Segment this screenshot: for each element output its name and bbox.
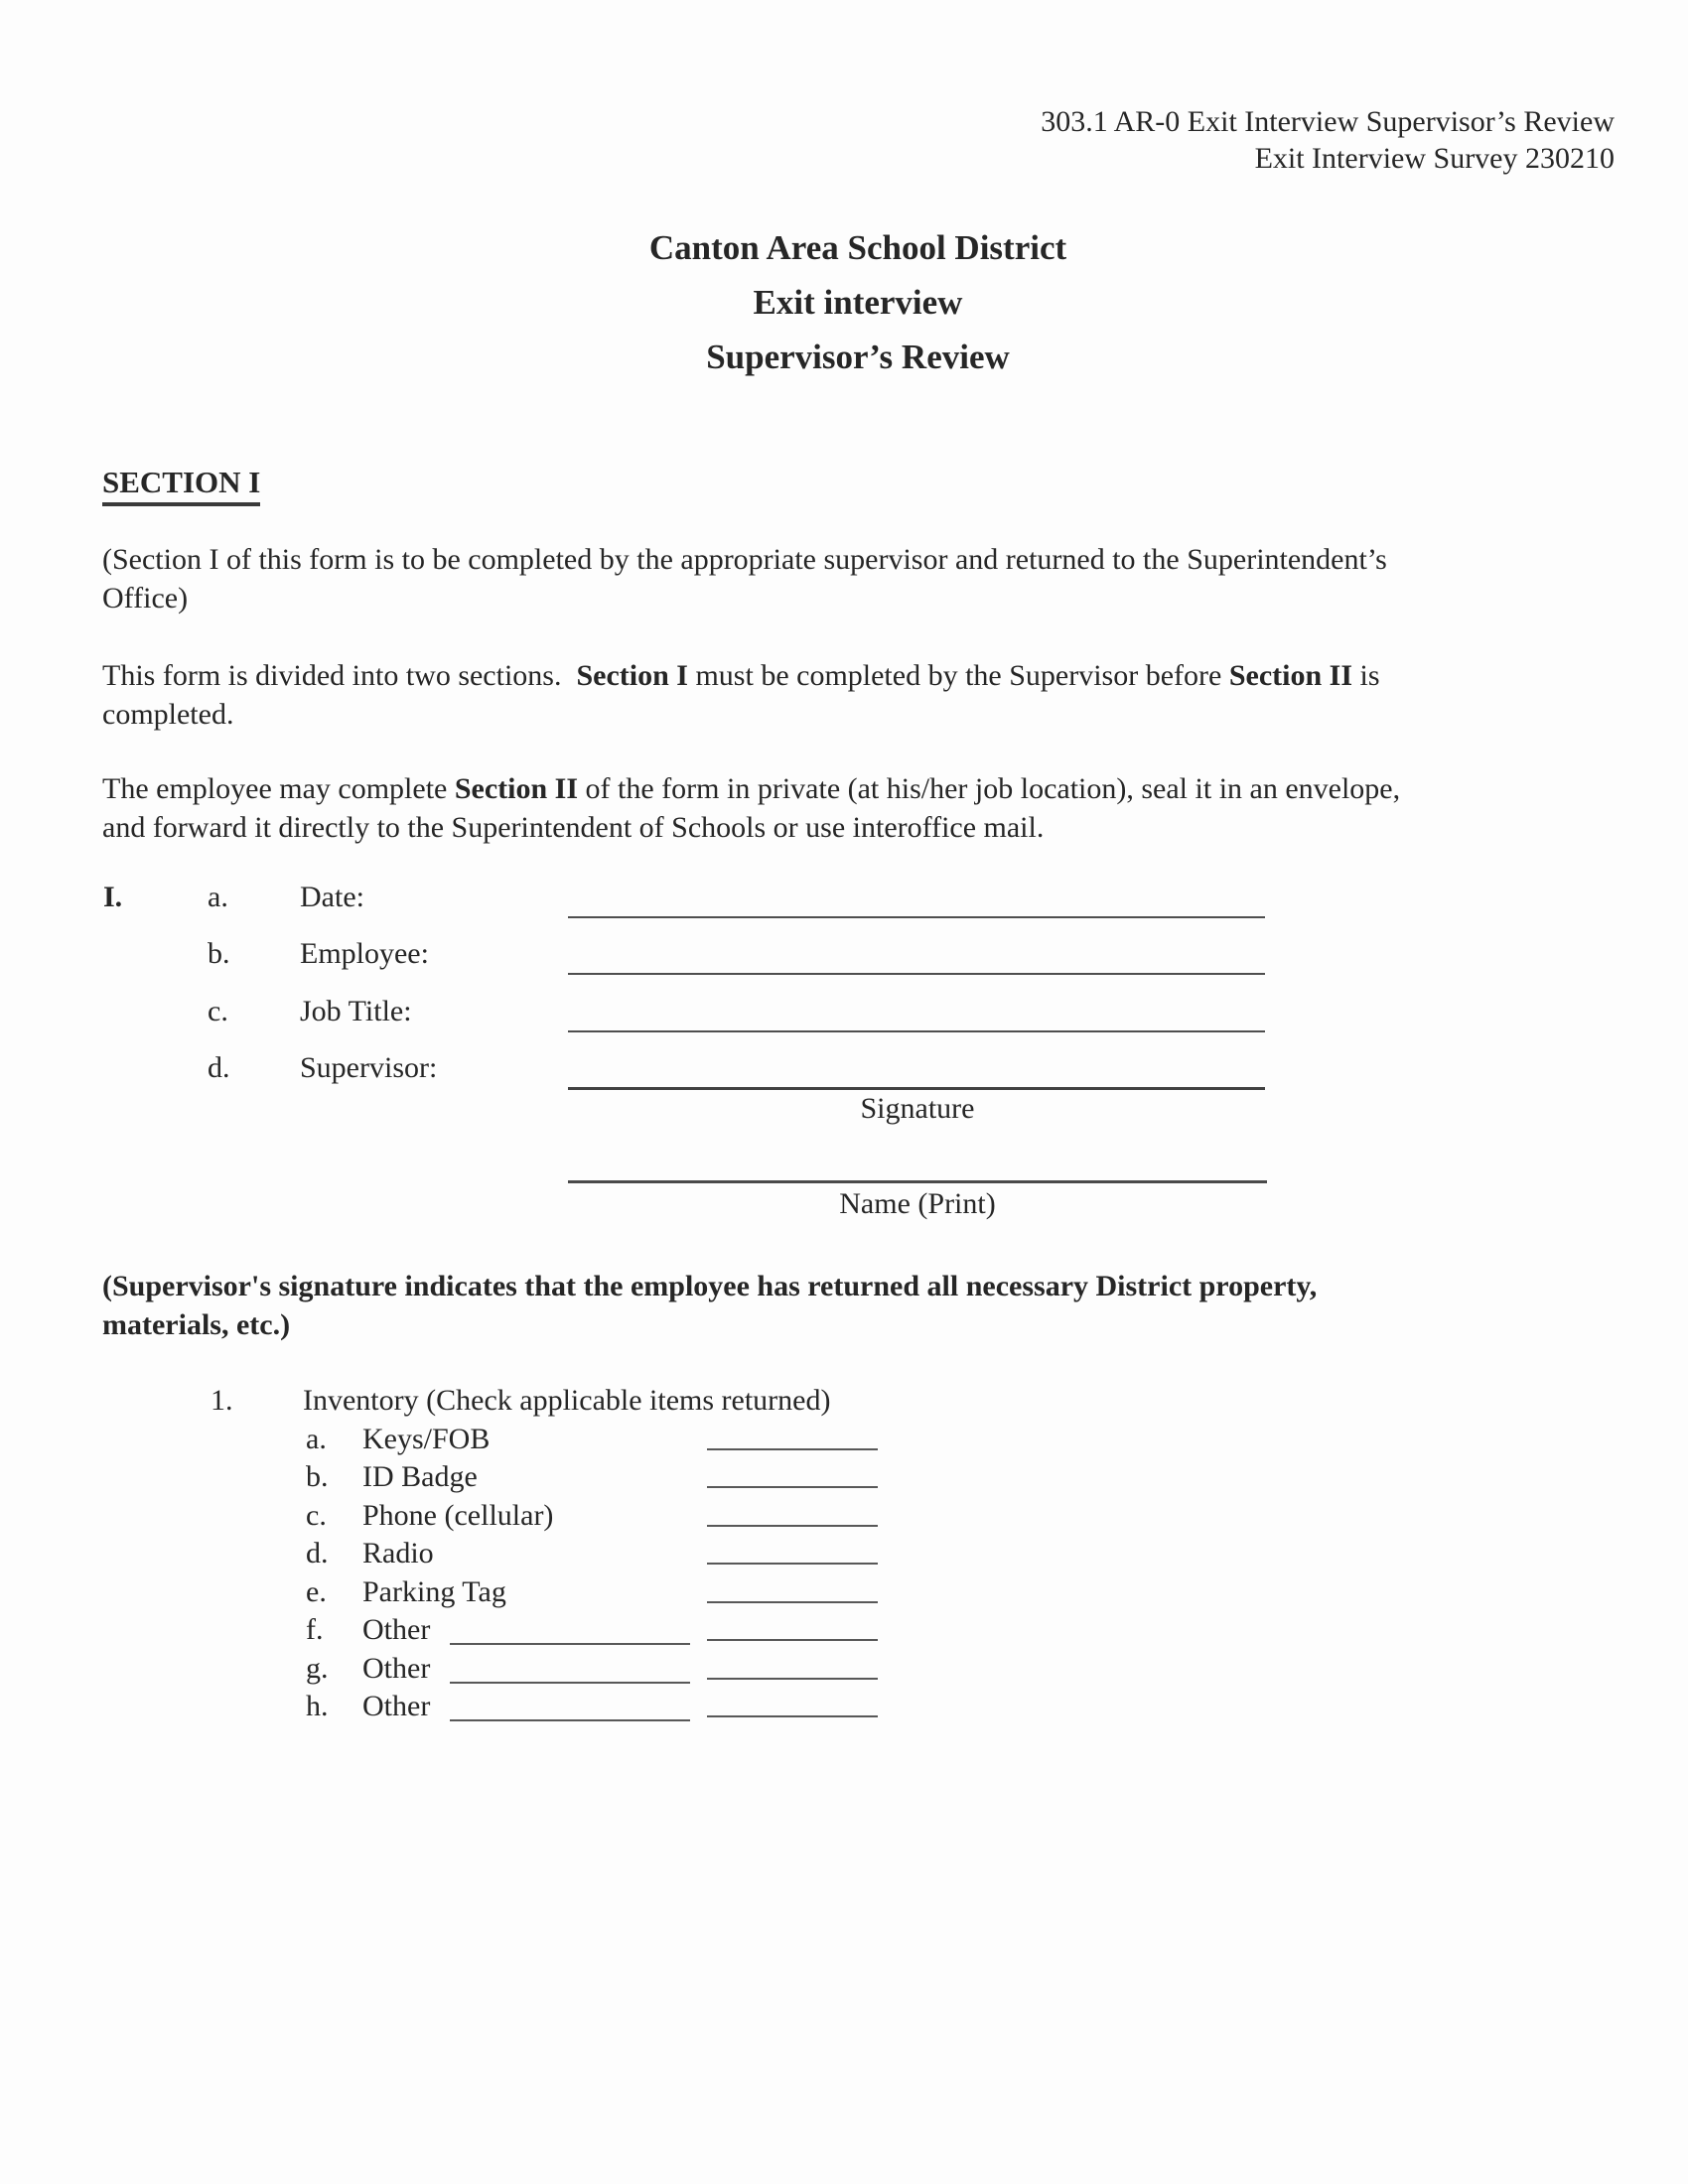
item-label: Keys/FOB [362, 1423, 491, 1455]
field-label-job-title: Job Title: [300, 995, 412, 1027]
item-label: Parking Tag [362, 1575, 506, 1608]
item-label: ID Badge [362, 1460, 478, 1493]
name-print-caption: Name (Print) [839, 1187, 996, 1220]
inventory-item-radio [0, 1537, 1688, 1575]
paragraph-intro: (Section I of this form is to be completed by the appropriate supervisor and returned to the Superintendent’s Office) [102, 543, 1387, 614]
inventory-title: Inventory (Check applicable items returned) [303, 1384, 831, 1417]
item-letter: c. [306, 1499, 327, 1532]
item-letter: e. [306, 1575, 327, 1608]
paragraph-supervisor-note: (Supervisor's signature indicates that the employee has returned all necessary District property, materials, etc.) [102, 1270, 1318, 1341]
item-label: Phone (cellular) [362, 1499, 554, 1532]
check-blank-line [707, 1639, 878, 1641]
check-blank-line [707, 1601, 878, 1603]
inventory-item-phone [0, 1499, 1688, 1538]
other-description-line [450, 1643, 690, 1645]
inventory-item-id-badge [0, 1460, 1688, 1499]
field-label-supervisor: Supervisor: [300, 1051, 438, 1084]
item-letter: h. [306, 1690, 329, 1722]
item-letter: b. [306, 1460, 329, 1493]
item-label: Other [362, 1690, 431, 1722]
field-row-job-title [0, 995, 1688, 1034]
item-label: Other [362, 1613, 431, 1646]
item-letter: a. [306, 1423, 327, 1455]
document-header [1041, 103, 1615, 177]
other-description-line [450, 1682, 690, 1684]
field-letter: b. [208, 937, 230, 970]
check-blank-line [707, 1715, 878, 1717]
title-exit-interview: Exit interview [753, 283, 963, 322]
job-title-blank-line [568, 1030, 1265, 1032]
title-district: Canton Area School District [648, 228, 1067, 267]
item-letter: f. [306, 1613, 324, 1646]
item-label: Radio [362, 1537, 434, 1570]
supervisor-signature-line [568, 1087, 1265, 1090]
field-letter: a. [208, 881, 228, 913]
inventory-number: 1. [211, 1384, 233, 1417]
inventory-item-other-3 [0, 1690, 1688, 1728]
check-blank-line [707, 1525, 878, 1527]
inventory-item-other-1 [0, 1613, 1688, 1652]
paragraph-two-sections: This form is divided into two sections. Section I must be completed by the Supervisor before Section II is completed. [102, 659, 1380, 731]
check-blank-line [707, 1678, 878, 1680]
section-1-heading [102, 465, 260, 500]
signature-caption: Signature [860, 1092, 975, 1125]
other-description-line [450, 1719, 690, 1721]
item-letter: g. [306, 1652, 329, 1685]
field-row-employee [0, 937, 1688, 977]
field-label-employee: Employee: [300, 937, 429, 970]
document-title [0, 220, 1688, 384]
date-blank-line [568, 916, 1265, 918]
title-supervisors-review: Supervisor’s Review [706, 338, 1010, 376]
field-letter: d. [208, 1051, 230, 1084]
field-row-supervisor [0, 1051, 1688, 1091]
inventory-item-other-2 [0, 1652, 1688, 1691]
name-print-line [568, 1180, 1267, 1183]
item-letter: d. [306, 1537, 329, 1570]
paragraph-employee-instructions: The employee may complete Section II of the form in private (at his/her job location), seal it in an envelope, and forward it directly to the Superintendent of Schools or use interoffice mail. [102, 772, 1401, 844]
inventory-item-parking-tag [0, 1575, 1688, 1614]
field-label-date: Date: [300, 881, 364, 913]
header-survey-line: Exit Interview Survey 230210 [1254, 142, 1615, 175]
roman-numeral-1: I. [103, 881, 123, 913]
check-blank-line [707, 1486, 878, 1488]
section-1-heading-text: SECTION I [102, 465, 260, 506]
header-policy-line: 303.1 AR-0 Exit Interview Supervisor’s Review [1041, 105, 1615, 138]
employee-blank-line [568, 973, 1265, 975]
field-letter: c. [208, 995, 228, 1027]
inventory-item-keys-fob [0, 1423, 1688, 1461]
item-label: Other [362, 1652, 431, 1685]
check-blank-line [707, 1563, 878, 1565]
check-blank-line [707, 1448, 878, 1450]
field-row-date [0, 881, 1688, 920]
